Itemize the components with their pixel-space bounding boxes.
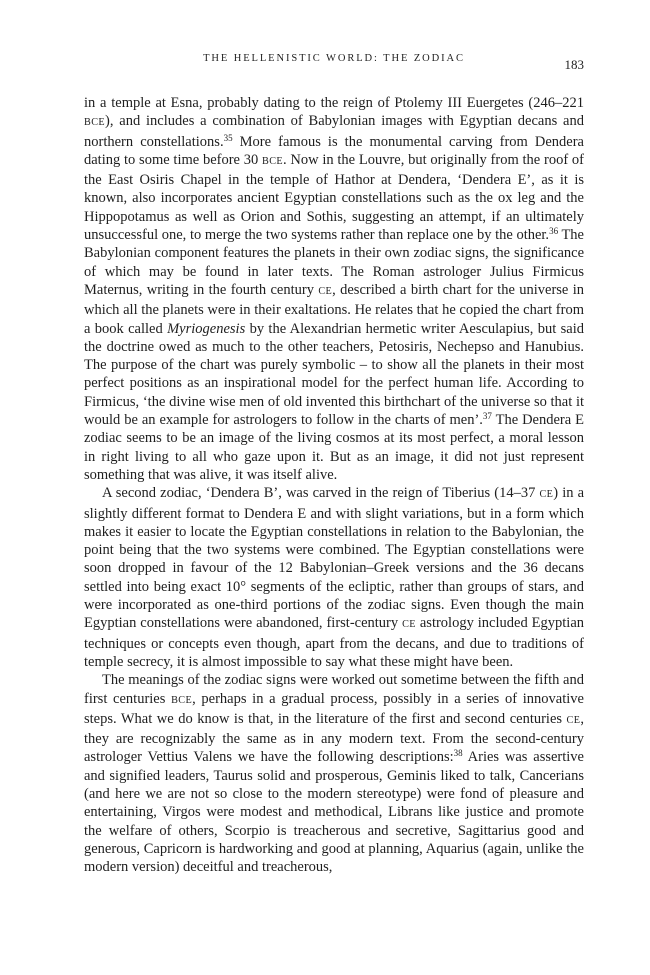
text-run: The Babylonian component features the planets in their own zodiac signs, the significance of which may be found in later texts. The Roman astrologer Julius Firmicus Maternus, writing in the fourth century <box>84 227 584 298</box>
page-number: 183 <box>564 57 584 72</box>
text-run: , perhaps in a gradual process, possibly in a series of innovative steps. What we do know is that, in the literature of the first and second centuries <box>84 690 584 727</box>
body-text <box>84 94 584 876</box>
era-abbreviation: BCE <box>84 117 106 129</box>
text-run: astrology included Egyptian techniques or concepts even though, apart from the decans, and due to traditions of temple secrecy, it is almost impossible to say what these might have been. <box>84 615 585 670</box>
text-run: ) in a slightly different format to Dendera E and with slight variations, but in a form which makes it easier to locate the Egyptian constellations in relation to the Babylonian, the point being that the two systems were combined. The Egyptian constellations were soon dropped in favour of the 12 Babylonian–Greek versions and the 36 decans settled into being exact 10° segments of the ecliptic, rather than groups of stars, and were incorporated as one-third portions of the zodiac signs. Even though the main Egyptian constellations were abandoned, first-century <box>84 485 585 632</box>
text-run: ), and includes a combination of Babylonian images with Egyptian decans and northern constellations. <box>84 113 584 150</box>
paragraph <box>84 94 584 484</box>
paragraph <box>84 671 584 876</box>
era-abbreviation: CE <box>402 619 416 631</box>
paragraph <box>84 484 584 671</box>
era-abbreviation: CE <box>539 489 554 501</box>
text-run: . Now in the Louvre, but originally from the roof of the East Osiris Chapel in the temple of Hathor at Dendera, ‘Dendera E’, as it is known, also incorporates ancient Egyptian constellations such as the ox leg and the Hippopotamus as well as Orion and Sothis, suggesting an attempt, if an ultimately unsuccessful one, to merge the two systems rather than replace one by the other. <box>84 151 584 244</box>
footnote-ref: 38 <box>453 748 463 759</box>
era-abbreviation: BCE <box>262 155 284 167</box>
text-run: The Dendera E zodiac seems to be an image of the living cosmos at its most perfect, a moral lesson in right living to all who gaze upon it. But as an image, it did not just represent something that was alive, it was itself alive. <box>84 412 584 483</box>
text-run: A second zodiac, ‘Dendera B’, was carved in the reign of Tiberius (14–37 <box>102 485 540 502</box>
text-run: in a temple at Esna, probably dating to the reign of Ptolemy III Euergetes (246–221 <box>84 95 584 111</box>
footnote-ref: 36 <box>549 226 559 237</box>
footnote-ref: 35 <box>223 132 233 143</box>
era-abbreviation: CE <box>566 714 581 726</box>
era-abbreviation: CE <box>318 285 333 297</box>
text-run: More famous is the monumental carving from Dendera dating to some time before 30 <box>84 133 584 168</box>
text-run: , they are recognizably the same as in any modern text. From the second-century astrologer Vettius Valens we have the following descriptions: <box>84 710 584 766</box>
text-run: Aries was assertive and signified leaders, Taurus solid and prosperous, Geminis liked to talk, Cancerians (and here we are not so close to the modern stereotype) were fond of pleasure and entertaining, Virgos were modest and methodical, Librans like justice and promote the welfare of others, Scorpio is treacherous and secretive, Sagittarius good and generous, Capricorn is hardworking and good at planning, Aquarius (again, unlike the modern version) deceitful and treacherous, <box>84 749 584 876</box>
text-run: , described a birth chart for the universe in which all the planets were in their exaltations. He relates that he copied the chart from a book called <box>84 281 584 337</box>
running-header: THE HELLENISTIC WORLD: THE ZODIAC <box>203 53 465 64</box>
text-run: by the Alexandrian hermetic writer Aesculapius, but said the doctrine owed as much to the other teachers, Petosiris, Nechepso and Hanubius. The purpose of the chart was purely symbolic – to show all the planets in their most perfect positions as an inspirational model for the perfect human life. According to Firmicus, ‘the divine wise men of old invented this birthchart of the universe so that it would be an example for astrologers to follow in the charts of men’. <box>84 320 584 429</box>
text-run: The meanings of the zodiac signs were worked out sometime between the fifth and first centuries <box>84 672 584 707</box>
era-abbreviation: BCE <box>171 694 193 706</box>
italic-title: Myriogenesis <box>167 320 246 337</box>
footnote-ref: 37 <box>482 411 492 422</box>
